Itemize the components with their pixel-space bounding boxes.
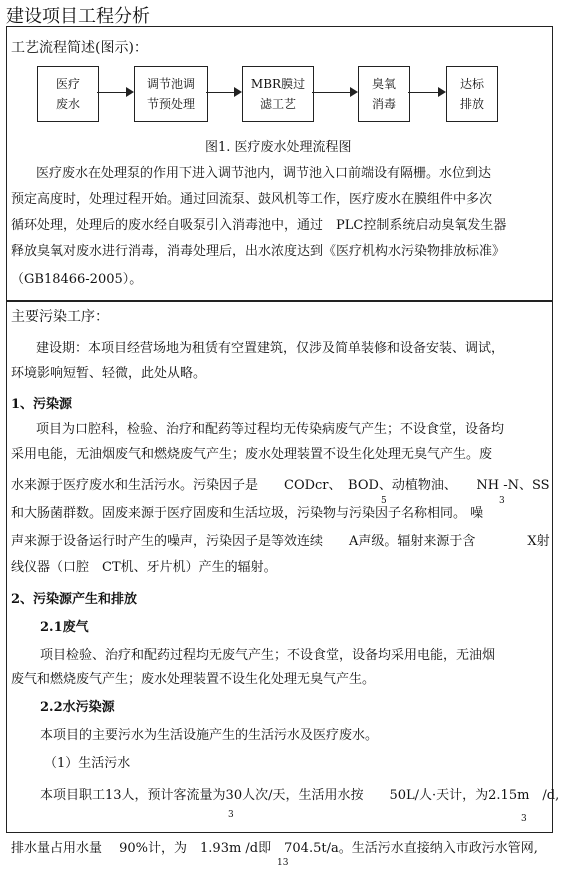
process-heading: 工艺流程简述(图示)： (11, 40, 148, 56)
section-1-line: 和大肠菌群数。固废来源于医疗固废和生活垃圾，污染物与污染因子名称相同。 噪 (11, 506, 484, 521)
last-line: 排水量占用水量 90%计，为 1.93m /d即 704.5t/a。生活污水直接纳入市政污水管网, (11, 841, 538, 856)
section-2-2-line: 本项目职工13人，预计客流量为30人次/天，生活用水按 50L/人·天计，为2.15m /d, (40, 788, 560, 803)
process-paragraph-line: 医疗废水在处理泵的作用下进入调节池内，调节池入口前端设有隔栅。水位到达 (36, 166, 492, 181)
section-1-line: 项目为口腔科，检验、治疗和配药等过程均无传染病废气产生；不设食堂，设备均 (36, 422, 505, 437)
construction-line: 建设期：本项目经营场地为租赁有空置建筑，仅涉及简单装修和设备安装、调试， (36, 341, 505, 356)
process-paragraph-line: 预定高度时，处理过程开始。通过回流泵、鼓风机等工作，医疗废水在膜组件中多次 (11, 192, 493, 207)
section-2-1-line: 废气和燃烧废气产生；废水处理装置不设生化处理无臭气产生。 (11, 672, 376, 687)
flow-step-regulating-tank: 调节池调 节预处理 (134, 66, 208, 122)
section-1-line: 声来源于设备运行时产生的噪声，污染因子是等效连续 A声级。辐射来源于含 X射 (11, 534, 550, 549)
section-2-1-title: 2.1废气 (40, 620, 89, 635)
superscript-3: 3 (521, 814, 527, 824)
flow-arrow (312, 92, 356, 93)
section-2-2-title: 2.2水污染源 (40, 700, 115, 715)
flow-step-ozone: 臭氧 消毒 (358, 66, 410, 122)
superscript-3: 3 (228, 810, 234, 820)
subscript-3: 3 (499, 496, 505, 506)
section-1-line: 水来源于医疗废水和生活污水。污染因子是 CODcr、 BOD、动植物油、 NH -N、SS (11, 478, 550, 493)
pollution-heading: 主要污染工序： (11, 309, 109, 325)
flow-arrow (206, 92, 240, 93)
section-2-2-subheading: （1）生活污水 (44, 756, 131, 771)
flow-step-discharge: 达标 排放 (446, 66, 498, 122)
figure-caption: 图1. 医疗废水处理流程图 (205, 140, 352, 155)
process-paragraph-line: （GB18466-2005）。 (11, 272, 143, 287)
process-paragraph-line: 循环处理，处理后的废水经自吸泵引入消毒池中，通过 PLC控制系统启动臭氧发生器 (11, 218, 507, 233)
process-paragraph-line: 释放臭氧对废水进行消毒，消毒处理后，出水浓度达到《医疗机构水污染物排放标准》 (11, 244, 506, 259)
flow-step-medical-wastewater: 医疗 废水 (37, 66, 99, 122)
page-number: 13 (277, 858, 289, 868)
section-2-title: 2、污染源产生和排放 (11, 592, 138, 607)
page-divider (6, 832, 553, 833)
section-1-line: 采用电能，无油烟废气和燃烧废气产生；废水处理装置不设生化处理无臭气产生。废 (11, 447, 493, 462)
section-2-2-intro: 本项目的主要污水为生活设施产生的生活污水及医疗废水。 (40, 728, 379, 743)
flow-step-mbr: MBR膜过 滤工艺 (242, 66, 314, 122)
section-2-1-line: 项目检验、治疗和配药过程均无废气产生；不设食堂，设备均采用电能，无油烟 (40, 648, 496, 663)
section-1-title: 1、污染源 (11, 397, 73, 412)
section-1-line: 线仪器（口腔 CT机、牙片机）产生的辐射。 (11, 560, 277, 575)
subscript-5: 5 (381, 496, 387, 506)
construction-line: 环境影响短暂、轻微，此处从略。 (11, 366, 207, 381)
flow-arrow (97, 92, 132, 93)
flow-arrow (408, 92, 444, 93)
page-title: 建设项目工程分析 (6, 6, 150, 27)
